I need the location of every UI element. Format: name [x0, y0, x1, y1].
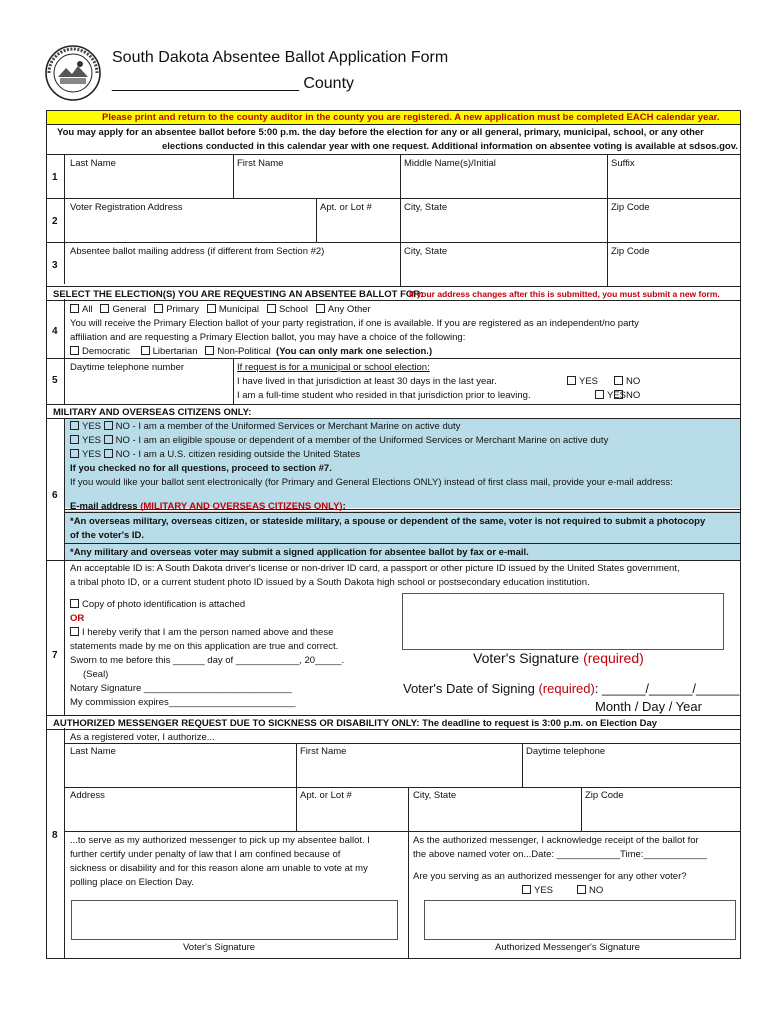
checkbox-icon[interactable]	[567, 376, 576, 385]
section-6-number: 6	[52, 490, 58, 501]
id-exemption-note-1: *An overseas military, overseas citizen, or stateside military, a spouse or dependent of the same, voter is not required to submit a photocopy	[70, 516, 706, 527]
checkbox-icon[interactable]	[141, 346, 150, 355]
section-8-number: 8	[52, 830, 58, 841]
serve-text-1: ...to serve as my authorized messenger to pick up my absentee ballot. I	[70, 835, 370, 846]
option-any-other[interactable]: Any Other	[316, 304, 371, 315]
student-question: I am a full-time student who resided in that jurisdiction prior to leaving.	[237, 390, 531, 401]
first-name-label: First Name	[237, 158, 284, 169]
messenger-address-field[interactable]	[65, 801, 740, 829]
name-field[interactable]	[65, 169, 740, 197]
daytime-phone-field[interactable]	[65, 373, 231, 403]
date-format-hint: Month / Day / Year	[595, 699, 702, 714]
messenger-name-field[interactable]	[65, 757, 740, 785]
messenger-apt-label: Apt. or Lot #	[300, 790, 352, 801]
notary-signature-line[interactable]: Notary Signature ____________________________	[70, 683, 292, 694]
other-voter-no[interactable]: NO	[577, 884, 603, 897]
residency-question: I have lived in that jurisdiction at least 30 days in the last year.	[237, 376, 497, 387]
serve-text-4: polling place on Election Day.	[70, 877, 194, 888]
application-form	[46, 110, 741, 959]
party-note: (You can only mark one selection.)	[276, 346, 433, 357]
verify-text-2: statements made by me on this application are true and correct.	[70, 641, 339, 652]
email-field[interactable]	[357, 500, 737, 510]
messenger-heading: AUTHORIZED MESSENGER REQUEST DUE TO SICKNESS OR DISABILITY ONLY: The deadline to request is 3:00 p.m. on Election Day	[53, 718, 658, 729]
residency-yes[interactable]: YES	[567, 375, 598, 388]
other-voter-question: Are you serving as an authorized messenger for any other voter?	[413, 871, 687, 882]
electronic-ballot-text: If you would like your ballot sent electronically (for Primary and General Elections ONLY) instead of first class mail, provide your e-mail address:	[70, 477, 673, 488]
messenger-zip-label: Zip Code	[585, 790, 624, 801]
fax-email-note: *Any military and overseas voter may submit a signed application for absentee ballot by fax or e-mail.	[70, 547, 529, 558]
military-q2: YES NO - I am an eligible spouse or dependent of a member of the Uniformed Services or Merchant Marine on active duty	[70, 434, 608, 447]
other-voter-yes[interactable]: YES	[522, 884, 553, 897]
military-q3: YES NO - I am a U.S. citizen residing outside the United States	[70, 448, 360, 461]
residency-no[interactable]: NO	[614, 375, 640, 388]
checkbox-icon[interactable]	[267, 304, 276, 313]
daytime-phone-label: Daytime telephone number	[70, 362, 185, 373]
checkbox-icon[interactable]	[614, 390, 623, 399]
messenger-signature-label: Authorized Messenger's Signature	[495, 942, 640, 953]
section-1-number: 1	[52, 172, 58, 183]
section-4-number: 4	[52, 326, 58, 337]
photo-id-attached-option[interactable]: Copy of photo identification is attached	[70, 598, 245, 611]
option-all[interactable]: All	[70, 304, 93, 315]
county-line[interactable]: _____________________ County	[112, 75, 355, 92]
checkbox-icon[interactable]	[522, 885, 531, 894]
checkbox-icon[interactable]	[205, 346, 214, 355]
acknowledge-text-1: As the authorized messenger, I acknowledge receipt of the ballot for	[413, 835, 699, 846]
party-options	[70, 345, 432, 358]
option-municipal[interactable]: Municipal	[207, 304, 259, 315]
or-label: OR	[70, 613, 85, 624]
mailing-zip-label: Zip Code	[611, 246, 650, 257]
checkbox-icon[interactable]	[154, 304, 163, 313]
intro-line-2: elections conducted in this calendar year with one request. Additional information on absentee voting is available at sdsos.gov.	[162, 141, 738, 152]
south-dakota-seal-icon	[44, 44, 102, 102]
checkbox-icon[interactable]	[614, 376, 623, 385]
student-no[interactable]: NO	[614, 389, 640, 402]
checkbox-icon[interactable]	[100, 304, 109, 313]
checkbox-icon[interactable]	[207, 304, 216, 313]
student-yes[interactable]: YES	[595, 389, 626, 402]
messenger-address-label: Address	[70, 790, 105, 801]
primary-ballot-text-2: affiliation and are requesting a Primary Election ballot, you may have a choice of the following:	[70, 332, 466, 343]
voter-signature-label: Voter's Signature (required)	[473, 650, 644, 666]
select-election-heading: SELECT THE ELECTION(S) YOU ARE REQUESTING AN ABSENTEE BALLOT FOR:	[53, 289, 424, 300]
checkbox-icon[interactable]	[70, 435, 79, 444]
municipal-school-heading: If request is for a municipal or school election:	[237, 362, 430, 373]
section-3-number: 3	[52, 260, 58, 271]
intro-line-1: You may apply for an absentee ballot before 5:00 p.m. the day before the election for any or all general, primary, municipal, school, or any other	[57, 127, 704, 138]
messenger-voter-signature-box[interactable]	[71, 900, 398, 940]
option-primary[interactable]: Primary	[154, 304, 199, 315]
date-of-signing-label[interactable]: Voter's Date of Signing (required): ______/______/______	[403, 681, 740, 696]
messenger-voter-signature-label: Voter's Signature	[183, 942, 256, 953]
zip-code-label: Zip Code	[611, 202, 650, 213]
middle-name-label: Middle Name(s)/Initial	[404, 158, 496, 169]
voter-signature-box[interactable]	[402, 593, 724, 650]
acceptable-id-text-2: a tribal photo ID, or a current student photo ID issued by a South Dakota high school or postsecondary education institution.	[70, 577, 590, 588]
proceed-note: If you checked no for all questions, proceed to section #7.	[70, 463, 332, 474]
mailing-address-label: Absentee ballot mailing address (if different from Section #2)	[70, 246, 325, 257]
notice-text: Please print and return to the county auditor in the county you are registered. A new application must be completed EACH calendar year.	[102, 112, 720, 123]
mailing-address-field[interactable]	[65, 257, 740, 285]
mailing-city-state-label: City, State	[404, 246, 448, 257]
verify-option[interactable]: I hereby verify that I am the person named above and these	[70, 626, 333, 639]
section-7-number: 7	[52, 650, 58, 661]
serve-text-2: further certify under penalty of law that I am confined because of	[70, 849, 341, 860]
city-state-label: City, State	[404, 202, 448, 213]
checkbox-icon[interactable]	[70, 346, 79, 355]
id-exemption-note-2: of the voter's ID.	[70, 530, 145, 541]
messenger-last-name-label: Last Name	[70, 746, 116, 757]
checkbox-icon[interactable]	[104, 421, 113, 430]
option-school[interactable]: School	[267, 304, 308, 315]
primary-ballot-text-1: You will receive the Primary Election ballot of your party registration, if one is available. If you are registered as an independent/no party	[70, 318, 639, 329]
election-options	[70, 303, 371, 316]
checkbox-icon[interactable]	[316, 304, 325, 313]
checkbox-icon[interactable]	[70, 599, 79, 608]
option-general[interactable]: General	[100, 304, 146, 315]
checkbox-icon[interactable]	[70, 627, 79, 636]
party-libertarian[interactable]: Libertarian	[141, 346, 198, 357]
sworn-text[interactable]: Sworn to me before this ______ day of ____________, 20_____.	[70, 655, 345, 666]
registration-address-label: Voter Registration Address	[70, 202, 183, 213]
authorize-text: As a registered voter, I authorize...	[70, 732, 215, 743]
checkbox-icon[interactable]	[577, 885, 586, 894]
email-label: E-mail address (MILITARY AND OVERSEAS CITIZENS ONLY):	[70, 501, 346, 512]
last-name-label: Last Name	[70, 158, 116, 169]
serve-text-3: sickness or disability and for this reason alone am unable to vote at my	[70, 863, 368, 874]
registration-address-field[interactable]	[65, 213, 740, 241]
party-non-political[interactable]: Non-Political	[205, 346, 270, 357]
seal-label: (Seal)	[83, 669, 109, 680]
section-2-number: 2	[52, 216, 58, 227]
section-5-number: 5	[52, 375, 58, 386]
checkbox-icon[interactable]	[70, 449, 79, 458]
acknowledge-text-2[interactable]: the above named voter on...Date: ____________Time:____________	[413, 849, 707, 860]
messenger-phone-label: Daytime telephone	[526, 746, 606, 757]
address-change-warning: If your address changes after this is submitted, you must submit a new form.	[409, 289, 720, 299]
messenger-city-label: City, State	[413, 790, 457, 801]
checkbox-icon[interactable]	[595, 390, 604, 399]
commission-expires-line[interactable]: My commission expires________________________	[70, 697, 296, 708]
military-q1: YES NO - I am a member of the Uniformed Services or Merchant Marine on active duty	[70, 420, 460, 433]
checkbox-icon[interactable]	[104, 435, 113, 444]
apt-lot-label: Apt. or Lot #	[320, 202, 372, 213]
military-heading: MILITARY AND OVERSEAS CITIZENS ONLY:	[53, 407, 252, 418]
acceptable-id-text-1: An acceptable ID is: A South Dakota driver's license or non-driver ID card, a passport or other picture ID issued by the United States government,	[70, 563, 680, 574]
checkbox-icon[interactable]	[70, 421, 79, 430]
messenger-signature-box[interactable]	[424, 900, 736, 940]
checkbox-icon[interactable]	[104, 449, 113, 458]
party-democratic[interactable]: Democratic	[70, 346, 130, 357]
checkbox-icon[interactable]	[70, 304, 79, 313]
form-title: South Dakota Absentee Ballot Application Form	[112, 49, 449, 66]
messenger-first-name-label: First Name	[300, 746, 347, 757]
suffix-label: Suffix	[611, 158, 635, 169]
